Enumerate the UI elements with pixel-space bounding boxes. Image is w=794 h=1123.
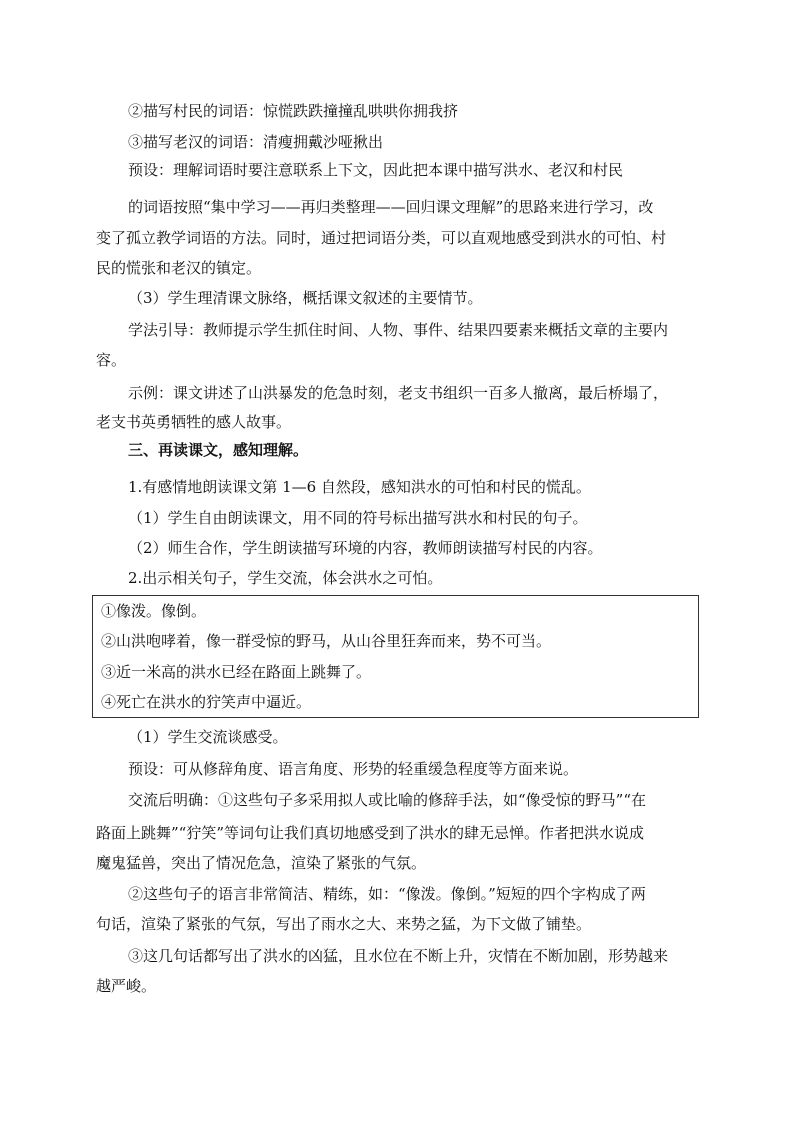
- task-2-sub-1: （1）学生交流谈感受。: [128, 728, 288, 746]
- conclusion-line-1: 交流后明确：①这些句子多采用拟人或比喻的修辞手法，如“像受惊的野马”“在: [128, 791, 647, 809]
- point-3-line-1: ③这几句话都写出了洪水的凶猛，且水位在不断上升，灾情在不断加剧，形势越来: [128, 947, 669, 965]
- point-2-line-2: 句话，渲染了紧张的气氛，写出了雨水之大、来势之猛，为下文做了铺垫。: [96, 915, 592, 933]
- old-man-words-line: ③描写老汉的词语：清瘦拥戴沙哑揪出: [128, 133, 384, 151]
- example-line-2: 老支书英勇牺牲的感人故事。: [96, 413, 292, 431]
- section-3-heading: 三、再读课文，感知理解。: [128, 441, 309, 459]
- task-1-sub-1: （1）学生自由朗读课文，用不同的符号标出描写洪水和村民的句子。: [128, 509, 588, 527]
- quoted-sentences-box: [92, 595, 699, 718]
- quoted-sentence-2: ②山洪咆哮着，像一群受惊的野马，从山谷里狂奔而来，势不可当。: [101, 632, 552, 650]
- quoted-sentence-1: ①像泼。像倒。: [101, 602, 207, 620]
- task-1-sub-2: （2）师生合作，学生朗读描写环境的内容，教师朗读描写村民的内容。: [128, 539, 603, 557]
- point-3-line-2: 越严峻。: [96, 977, 157, 995]
- method-guide-line-1: 学法引导：教师提示学生抓住时间、人物、事件、结果四要素来概括文章的主要内: [128, 321, 669, 339]
- preset-paragraph-line-4: 民的慌张和老汉的镇定。: [96, 259, 262, 277]
- point-2-line-1: ②这些句子的语言非常简洁、精练，如：“像泼。像倒。”短短的四个字构成了两: [128, 885, 646, 903]
- conclusion-line-3: 魔鬼猛兽，突出了情况危急，渲染了紧张的气氛。: [96, 854, 427, 872]
- preset-paragraph-line-1: 预设：理解词语时要注意联系上下文，因此把本课中描写洪水、老汉和村民: [128, 161, 624, 179]
- task-2-line: 2.出示相关句子，学生交流，体会洪水之可怕。: [128, 569, 443, 587]
- method-guide-line-2: 容。: [96, 351, 127, 369]
- preset-line: 预设：可从修辞角度、语言角度、形势的轻重缓急程度等方面来说。: [128, 760, 579, 778]
- quoted-sentence-3: ③近一米高的洪水已经在路面上跳舞了。: [101, 663, 372, 681]
- preset-paragraph-line-3: 变了孤立教学词语的方法。同时，通过把词语分类，可以直观地感受到洪水的可怕、村: [96, 229, 667, 247]
- villager-words-line: ②描写村民的词语：惊慌跌跌撞撞乱哄哄你拥我挤: [128, 102, 459, 120]
- task-1-line: 1.有感情地朗读课文第 1—6 自然段，感知洪水的可怕和村民的慌乱。: [128, 478, 591, 496]
- example-line-1: 示例：课文讲述了山洪暴发的危急时刻，老支书组织一百多人撤离，最后桥塌了，: [128, 384, 669, 402]
- quoted-sentence-4: ④死亡在洪水的狞笑声中逼近。: [101, 693, 312, 711]
- conclusion-line-2: 路面上跳舞”“狞笑”等词句让我们真切地感受到了洪水的肆无忌惮。作者把洪水说成: [96, 824, 645, 842]
- preset-paragraph-line-2: 的词语按照“集中学习——再归类整理——回归课文理解”的思路来进行学习，改: [128, 198, 654, 216]
- step-3-line: （3）学生理清课文脉络，概括课文叙述的主要情节。: [128, 289, 483, 307]
